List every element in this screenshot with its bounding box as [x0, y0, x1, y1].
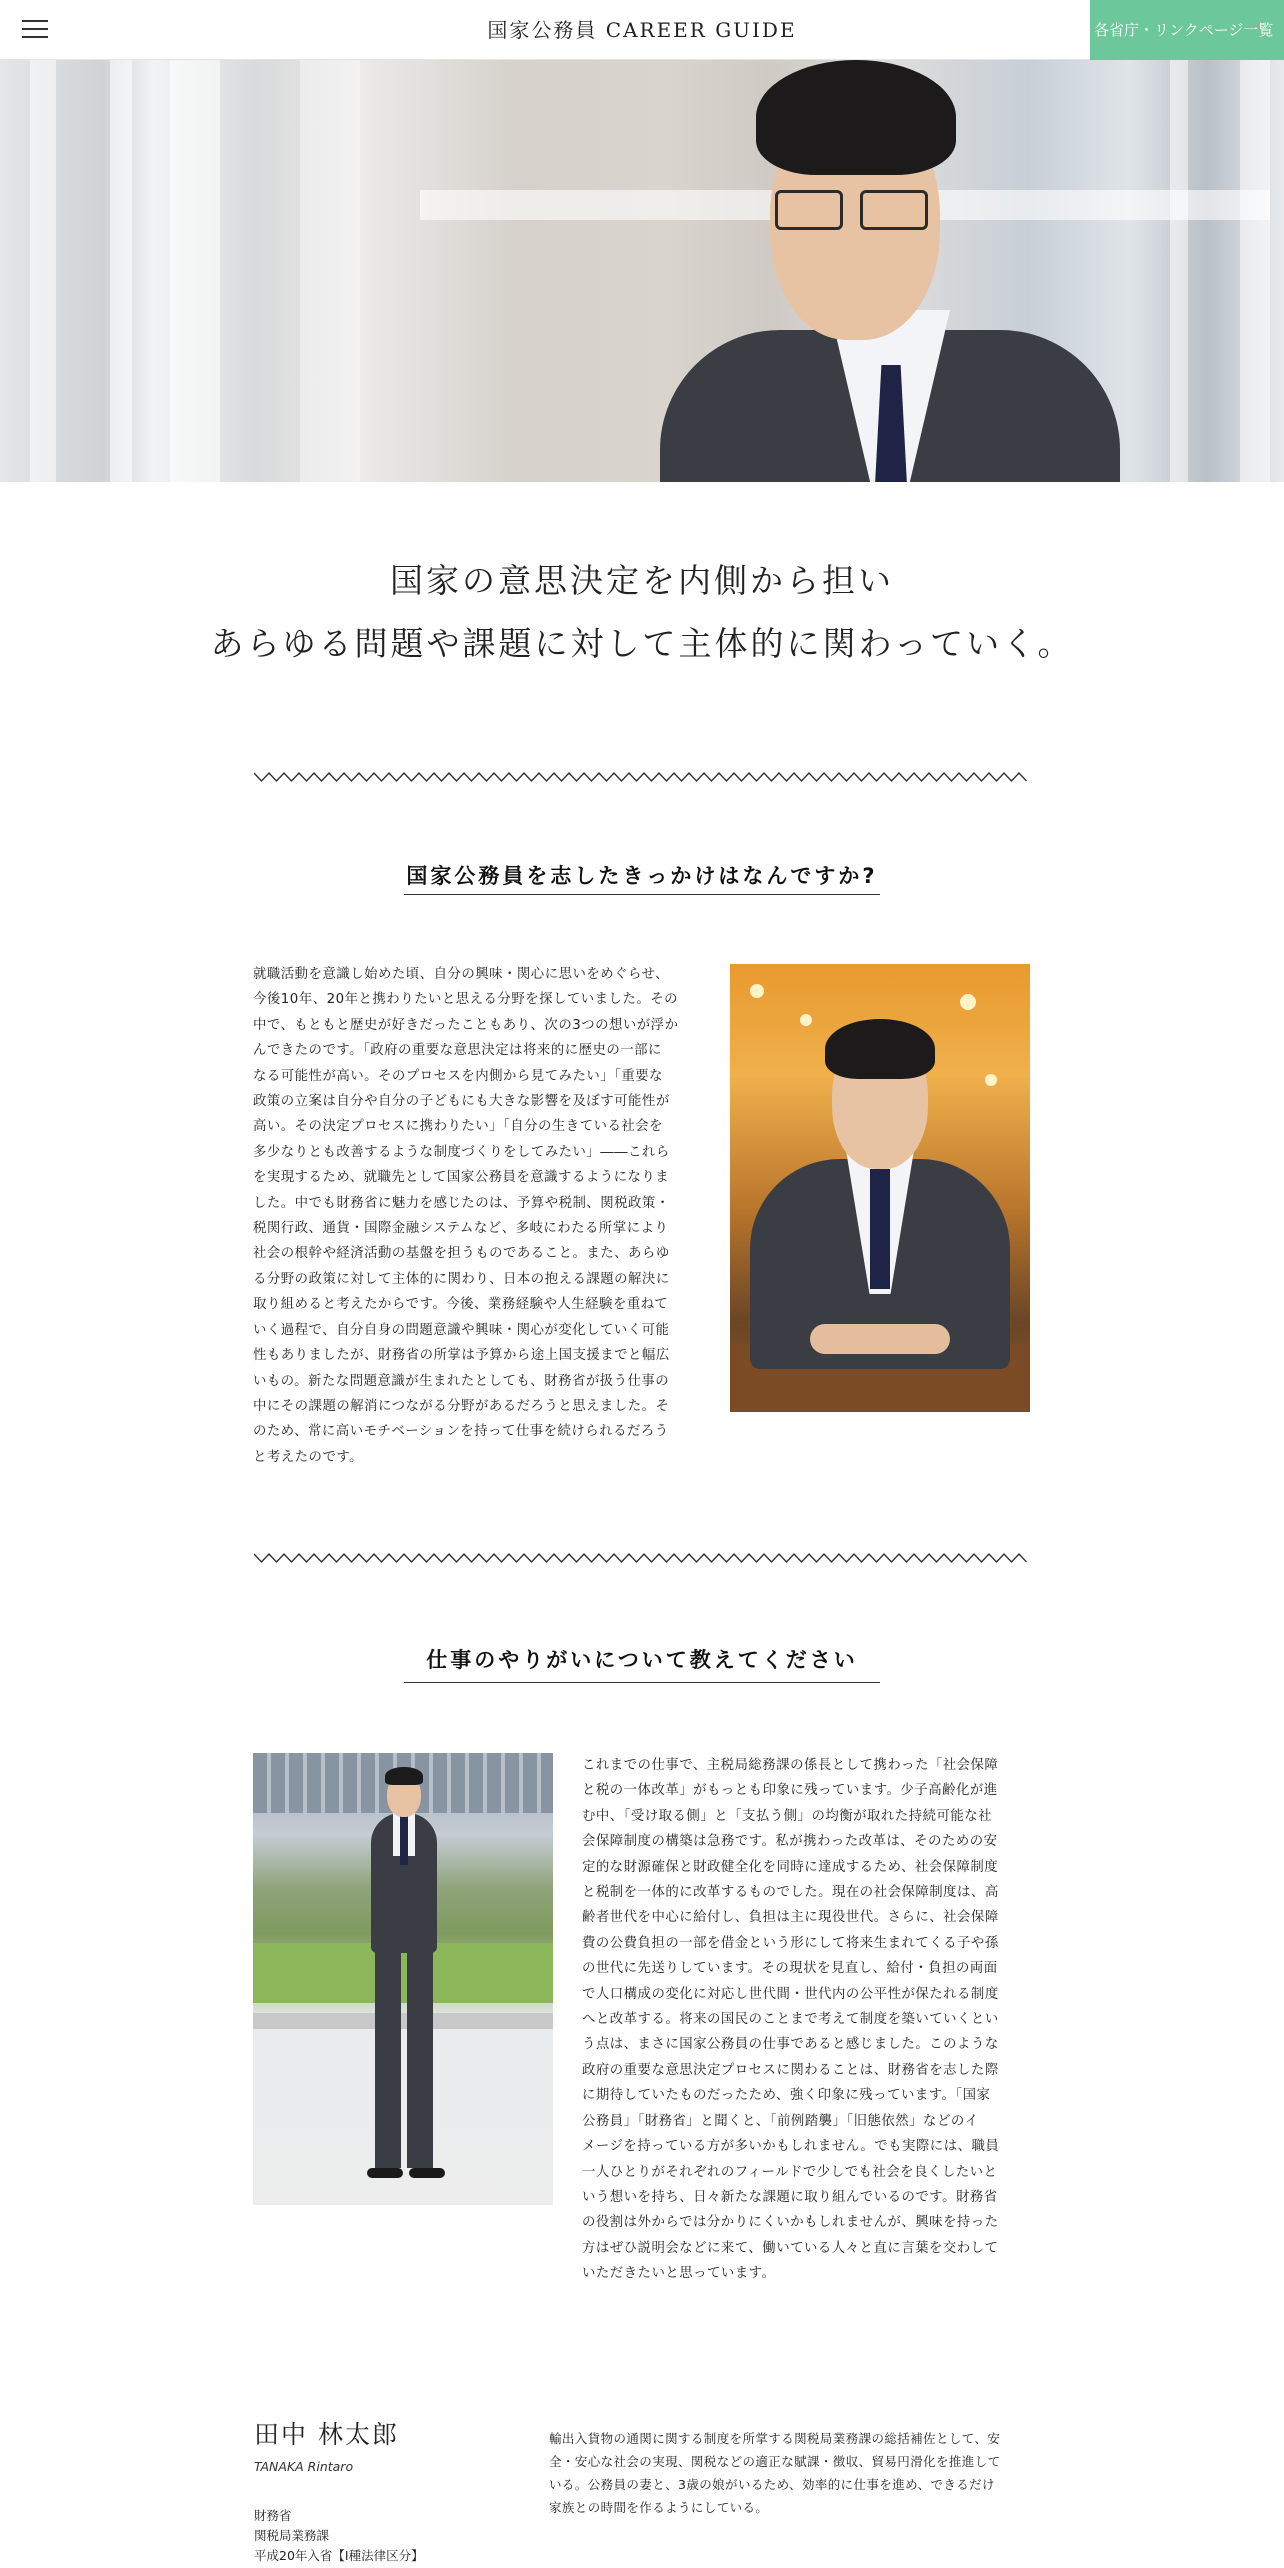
text-line: む中、「受け取る側」と「支払う側」の均衡が取れた持続可能な社 — [582, 1808, 993, 1824]
text-line: と考えたのです。 — [253, 1449, 364, 1465]
text-line: 方はぜひ説明会などに来て、働いている人々と直に言葉を交わして — [582, 2240, 999, 2256]
text-line: 政府の重要な意思決定プロセスに関わることは、財務省を志した際 — [582, 2062, 999, 2078]
text-line: 就職活動を意識し始めた頃、自分の興味・関心に思いをめぐらせ、 — [253, 967, 669, 982]
ministry-links-button[interactable]: 各省庁・リンクページ一覧 — [1090, 0, 1284, 60]
text-line: いく過程で、自分自身の問題意識や興味・関心が変化していく可能 — [253, 1322, 670, 1338]
section1-body — [253, 962, 698, 1470]
text-line: の世代に先送りしています。その現状を見直し、給付・負担の両面 — [582, 1961, 998, 1977]
zigzag-divider — [254, 1551, 1030, 1565]
question-title-1: 国家公務員を志したきっかけはなんですか? — [406, 864, 878, 888]
text-line: 全・安心な社会の実現、関税などの適正な賦課・徴収、貿易円滑化を推進して — [549, 2454, 1001, 2469]
text-line: いただきたいと思っています。 — [582, 2266, 776, 2282]
standing-portrait-photo — [253, 1753, 553, 2205]
text-line: これまでの仕事で、主税局総務課の係長として携わった「社会保障 — [582, 1758, 999, 1773]
profile-description — [549, 2427, 1030, 2519]
text-line: 中にその課題の解消につながる分野があるだろうと思えました。そ — [253, 1398, 670, 1414]
text-line: 費の公費負担の一部を借金という形にして将来生まれてくる子や孫 — [582, 1935, 999, 1951]
header — [0, 0, 1284, 60]
text-line: へと改革する。将来の国民のことまで考えて制度を築いていくとい — [582, 2012, 999, 2028]
text-line: いる。公務員の妻と、3歳の娘がいるため、効率的に仕事を進め、できるだけ — [549, 2477, 995, 2492]
seated-portrait-photo — [730, 964, 1030, 1412]
title-underline — [404, 1682, 880, 1683]
text-line: 性もありましたが、財務省の所掌は予算から途上国支援までと幅広 — [253, 1348, 670, 1364]
profile-joined: 平成20年入省【Ⅰ種法律区分】 — [254, 2548, 424, 2563]
text-line: 輸出入貨物の通関に関する制度を所掌する関税局業務課の総括補佐として、安 — [549, 2431, 1001, 2446]
text-line: と税制を一体的に改革するものでした。現在の社会保障制度は、高 — [582, 1885, 999, 1901]
text-line: 多少なりとも改善するような制度づくりをしてみたい」――これら — [253, 1144, 670, 1160]
text-line: 家族との時間を作るようにしている。 — [549, 2500, 769, 2515]
title-underline — [404, 894, 880, 895]
question-title-2: 仕事のやりがいについて教えてください — [426, 1648, 858, 1672]
text-line: いもの。新たな問題意識が生まれたとしても、財務省が扱う仕事の — [253, 1373, 670, 1389]
text-line: 政策の立案は自分や自分の子どもにも大きな影響を及ぼす可能性が — [253, 1094, 670, 1110]
text-line: を実現するため、就職先として国家公務員を意識するようになりま — [253, 1170, 670, 1186]
text-line: の役割は外からでは分かりにくいかもしれませんが、興味を持った — [582, 2215, 999, 2231]
text-line: と税の一体改革」がもっとも印象に残っています。少子高齢化が進 — [582, 1783, 998, 1799]
text-line: 定的な財源確保と財政健全化を同時に達成するため、社会保障制度 — [582, 1859, 999, 1875]
text-line: 税関行政、通貨・国際金融システムなど、多岐にわたる所掌により — [253, 1221, 669, 1237]
text-line: 公務員」「財務省」と聞くと、「前例踏襲」「旧態依然」などのイ — [582, 2113, 979, 2129]
text-line: なる可能性が高い。そのプロセスを内側から見てみたい」「重要な — [253, 1068, 664, 1084]
text-line: 今後10年、20年と携わりたいと思える分野を探していました。その — [253, 992, 679, 1008]
site-title[interactable]: 国家公務員 CAREER GUIDE — [487, 18, 797, 42]
text-line: 齢者世代を中心に給付し、負担は主に現役世代。さらに、社会保障 — [582, 1910, 999, 1926]
profile-ministry: 財務省 — [254, 2508, 292, 2523]
text-line: で人口構成の変化に対応し世代間・世代内の公平性が保たれる制度 — [582, 1986, 999, 2002]
zigzag-divider — [254, 770, 1030, 784]
hero-portrait — [650, 60, 1130, 482]
profile-roman-name: TANAKA Rintaro — [254, 2459, 354, 2474]
text-line: 社会の根幹や経済活動の基盤を担うものであること。また、あらゆ — [253, 1246, 670, 1262]
text-line: いう想いを持ち、日々新たな課題に取り組んでいるのです。財務省 — [582, 2189, 998, 2205]
text-line: んできたのです。「政府の重要な意思決定は将来的に歴史の一部に — [253, 1043, 662, 1059]
text-line: のため、常に高いモチベーションを持って仕事を続けられるだろう — [253, 1424, 669, 1440]
text-line: に期待していたものだったため、強く印象に残っています。「国家 — [582, 2088, 991, 2104]
text-line: 高い。その決定プロセスに携わりたい」「自分の生きている社会を — [253, 1119, 664, 1135]
text-line: メージを持っている方が多いかもしれません。でも実際には、職員 — [582, 2139, 1000, 2155]
text-line: した。中でも財務省に魅力を感じたのは、予算や税制、関税政策・ — [253, 1195, 670, 1211]
text-line: 会保障制度の構築は急務です。私が携わった改革は、そのための安 — [582, 1834, 998, 1850]
hero-image — [0, 60, 1284, 482]
lead-line-2: あらゆる問題や課題に対して主体的に関わっていく。 — [210, 624, 1074, 663]
text-line: る分野の政策に対して主体的に関わり、日本の抱える課題の解決に — [253, 1271, 670, 1287]
profile-name: 田中 林太郎 — [254, 2420, 399, 2449]
text-line: 中で、もともと歴史が好きだったこともあり、次の3つの想いが浮か — [253, 1017, 679, 1033]
text-line: う点は、まさに国家公務員の仕事であると感じました。このような — [582, 2037, 999, 2053]
text-line: 取り組めると考えたからです。今後、業務経験や人生経験を重ねて — [253, 1297, 669, 1313]
text-line: 一人ひとりがそれぞれのフィールドで少しでも社会を良くしたいと — [582, 2164, 998, 2180]
profile-bureau: 関税局業務課 — [254, 2528, 330, 2543]
section2-body — [582, 1753, 1030, 2287]
lead-line-1: 国家の意思決定を内側から担い — [390, 561, 894, 600]
